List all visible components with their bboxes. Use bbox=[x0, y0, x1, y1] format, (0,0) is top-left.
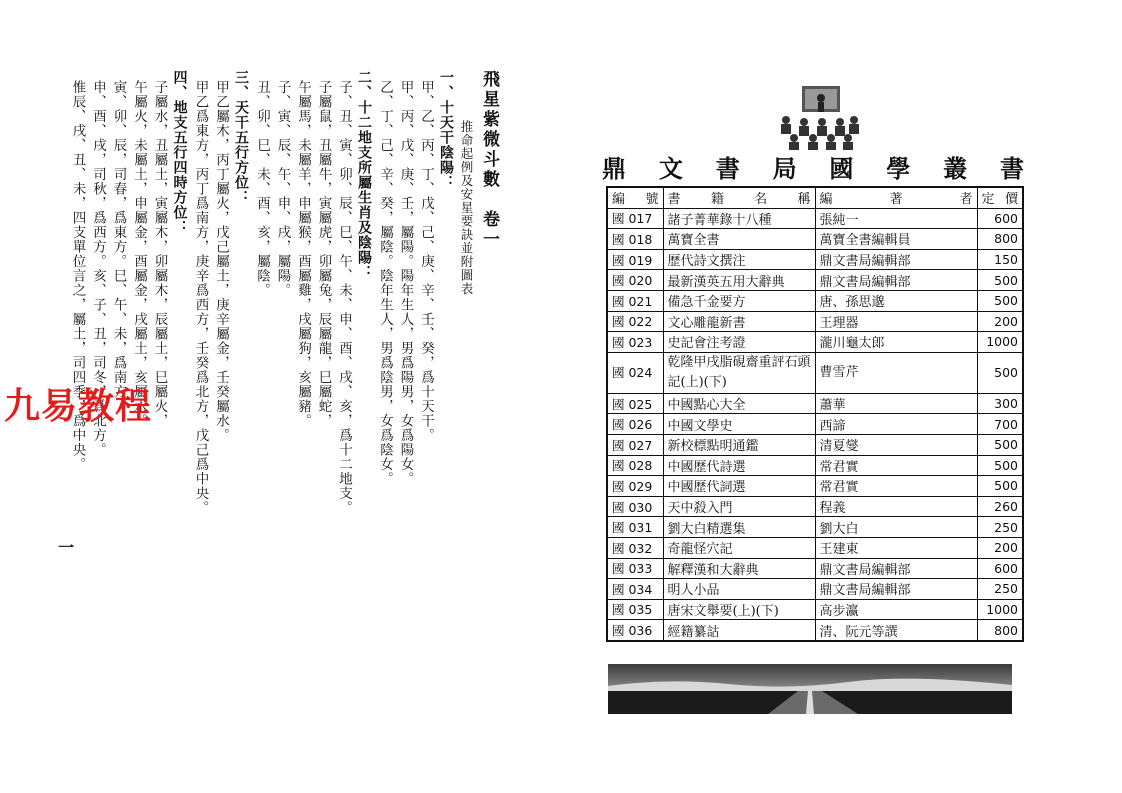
table-row bbox=[607, 290, 1023, 311]
text-column: 午屬火，未屬土，申屬金，酉屬金，戌屬土，亥屬水。 bbox=[131, 80, 147, 428]
cell-price: 1000 bbox=[977, 599, 1023, 620]
cell-price: 600 bbox=[977, 208, 1023, 229]
cell-title: 文心雕龍新書 bbox=[663, 311, 815, 332]
cell-price: 150 bbox=[977, 249, 1023, 270]
table-row bbox=[607, 311, 1023, 332]
cell-price: 500 bbox=[977, 455, 1023, 476]
watermark: 九易教程 bbox=[4, 386, 153, 427]
cell-price: 250 bbox=[977, 517, 1023, 538]
cell-title: 新校標點明通鑑 bbox=[663, 434, 815, 455]
table-row bbox=[607, 270, 1023, 291]
cell-price: 500 bbox=[977, 476, 1023, 497]
cell-title: 劉大白精選集 bbox=[663, 517, 815, 538]
landscape-image bbox=[608, 664, 1012, 714]
publisher-logo-icon bbox=[776, 86, 860, 150]
book-catalog-table bbox=[606, 186, 1024, 642]
table-row bbox=[607, 249, 1023, 270]
cell-price: 800 bbox=[977, 229, 1023, 250]
cell-code: 國 032 bbox=[607, 537, 663, 558]
cell-title: 唐宋文舉要(上)(下) bbox=[663, 599, 815, 620]
section-heading: 三、天干五行方位： bbox=[233, 70, 249, 205]
cell-price: 600 bbox=[977, 558, 1023, 579]
chapter-subtitle: 推命起例及安星要訣並附圖表 bbox=[459, 120, 474, 296]
cell-author: 西諦 bbox=[815, 414, 977, 435]
cell-title: 史記會注考證 bbox=[663, 332, 815, 353]
text-column: 子屬水，丑屬土，寅屬木，卯屬木，辰屬土，巳屬火， bbox=[151, 80, 168, 428]
cell-author: 鼎文書局編輯部 bbox=[815, 270, 977, 291]
cell-price: 300 bbox=[977, 393, 1023, 414]
cell-author: 鼎文書局編輯部 bbox=[815, 249, 977, 270]
cell-code: 國 036 bbox=[607, 620, 663, 641]
text-column: 乙、丁、己、辛、癸，屬陰。陰年生人，男爲陰男，女爲陰女。 bbox=[377, 80, 393, 486]
table-row bbox=[607, 517, 1023, 538]
header-code: 編號 bbox=[607, 187, 663, 208]
cell-author: 鼎文書局編輯部 bbox=[815, 558, 977, 579]
cell-title: 中國點心大全 bbox=[663, 393, 815, 414]
text-column: 甲乙屬木，丙丁屬火，戊己屬土，庚辛屬金，壬癸屬水。 bbox=[213, 80, 229, 443]
table-row bbox=[607, 599, 1023, 620]
cell-price: 500 bbox=[977, 270, 1023, 291]
cell-code: 國 021 bbox=[607, 290, 663, 311]
cell-title: 奇龍怪穴記 bbox=[663, 537, 815, 558]
page-number: 一 bbox=[58, 538, 75, 557]
cell-price: 500 bbox=[977, 290, 1023, 311]
right-page bbox=[600, 86, 1040, 726]
cell-title: 乾隆甲戌脂硯齋重評石頭記(上)(下) bbox=[663, 352, 815, 393]
cell-price: 800 bbox=[977, 620, 1023, 641]
cell-price: 260 bbox=[977, 496, 1023, 517]
text-column: 子、寅、辰、午、申、戌，屬陽。 bbox=[274, 80, 291, 298]
cell-price: 200 bbox=[977, 537, 1023, 558]
cell-code: 國 025 bbox=[607, 393, 663, 414]
table-row bbox=[607, 620, 1023, 641]
cell-code: 國 026 bbox=[607, 414, 663, 435]
cell-code: 國 028 bbox=[607, 455, 663, 476]
cell-code: 國 018 bbox=[607, 229, 663, 250]
cell-author: 王理器 bbox=[815, 311, 977, 332]
table-row bbox=[607, 476, 1023, 497]
cell-code: 國 023 bbox=[607, 332, 663, 353]
cell-author: 蕭華 bbox=[815, 393, 977, 414]
table-row bbox=[607, 352, 1023, 393]
cell-title: 中國文學史 bbox=[663, 414, 815, 435]
cell-author: 鼎文書局編輯部 bbox=[815, 579, 977, 600]
cell-code: 國 024 bbox=[607, 352, 663, 393]
cell-author: 高步瀛 bbox=[815, 599, 977, 620]
cell-price: 500 bbox=[977, 434, 1023, 455]
cell-author: 常君實 bbox=[815, 476, 977, 497]
cell-code: 國 019 bbox=[607, 249, 663, 270]
section-heading: 二、十二地支所屬生肖及陰陽： bbox=[356, 70, 372, 280]
text-column: 甲、乙、丙、丁、戊、己、庚、辛、壬、癸，爲十天干。 bbox=[418, 80, 434, 443]
cell-author: 清、阮元等譔 bbox=[815, 620, 977, 641]
header-title: 書籍名稱 bbox=[663, 187, 815, 208]
table-row bbox=[607, 558, 1023, 579]
cell-title: 備急千金要方 bbox=[663, 290, 815, 311]
cell-title: 最新漢英五用大辭典 bbox=[663, 270, 815, 291]
cell-title: 中國歷代詩選 bbox=[663, 455, 815, 476]
cell-author: 萬寶全書編輯員 bbox=[815, 229, 977, 250]
cell-title: 明人小品 bbox=[663, 579, 815, 600]
cell-title: 中國歷代詞選 bbox=[663, 476, 815, 497]
cell-code: 國 022 bbox=[607, 311, 663, 332]
cell-code: 國 027 bbox=[607, 434, 663, 455]
cell-code: 國 034 bbox=[607, 579, 663, 600]
cell-code: 國 030 bbox=[607, 496, 663, 517]
cell-price: 700 bbox=[977, 414, 1023, 435]
text-column: 寅、卯、辰，司春，爲東方。巳、午、未，爲南方。 bbox=[110, 80, 127, 414]
cell-price: 250 bbox=[977, 579, 1023, 600]
cell-author: 清夏燮 bbox=[815, 434, 977, 455]
cell-author: 瀧川龜太郎 bbox=[815, 332, 977, 353]
table-row bbox=[607, 537, 1023, 558]
cell-title: 歷代詩文撰注 bbox=[663, 249, 815, 270]
cell-author: 程義 bbox=[815, 496, 977, 517]
cell-code: 國 029 bbox=[607, 476, 663, 497]
cell-author: 張純一 bbox=[815, 208, 977, 229]
text-column: 甲乙爲東方，丙丁爲南方，庚辛爲西方，壬癸爲北方，戊己爲中央。 bbox=[192, 80, 209, 515]
left-page bbox=[40, 70, 510, 590]
table-row bbox=[607, 229, 1023, 250]
section-heading: 一、十天干陰陽： bbox=[438, 70, 454, 190]
header-price: 定價 bbox=[977, 187, 1023, 208]
cell-price: 1000 bbox=[977, 332, 1023, 353]
cell-code: 國 017 bbox=[607, 208, 663, 229]
series-title: 鼎文書局國學叢書 bbox=[602, 154, 1026, 183]
text-column: 申、酉、戌，司秋，爲西方。亥、子、丑，司冬，爲北方。 bbox=[90, 80, 106, 457]
table-row bbox=[607, 496, 1023, 517]
text-column: 子、丑、寅、卯、辰、巳、午、未、申、酉、戌、亥，爲十二地支。 bbox=[336, 80, 352, 515]
cell-price: 500 bbox=[977, 352, 1023, 393]
table-row bbox=[607, 208, 1023, 229]
cell-code: 國 031 bbox=[607, 517, 663, 538]
cell-price: 200 bbox=[977, 311, 1023, 332]
cell-author: 常君實 bbox=[815, 455, 977, 476]
cell-code: 國 035 bbox=[607, 599, 663, 620]
text-column: 子屬鼠，丑屬牛，寅屬虎，卯屬兔，辰屬龍，巳屬蛇， bbox=[315, 80, 332, 428]
table-row bbox=[607, 579, 1023, 600]
cell-author: 劉大白 bbox=[815, 517, 977, 538]
cell-title: 天中殺入門 bbox=[663, 496, 815, 517]
table-row bbox=[607, 393, 1023, 414]
cell-author: 唐、孫思邈 bbox=[815, 290, 977, 311]
text-column: 丑、卯、巳、未、酉、亥，屬陰。 bbox=[254, 80, 270, 298]
table-row bbox=[607, 434, 1023, 455]
text-column: 甲、丙、戊、庚、壬，屬陽。陽年生人，男爲陽男，女爲陽女。 bbox=[397, 80, 414, 486]
cell-title: 經籍纂詁 bbox=[663, 620, 815, 641]
text-column: 惟辰、戌、丑、未，四支單位言之，屬土，司四季，爲中央。 bbox=[69, 80, 86, 472]
table-row bbox=[607, 332, 1023, 353]
header-author: 編著者 bbox=[815, 187, 977, 208]
cell-author: 曹雪芹 bbox=[815, 352, 977, 393]
cell-title: 萬寶全書 bbox=[663, 229, 815, 250]
section-heading: 四、地支五行四時方位： bbox=[171, 70, 188, 235]
cell-author: 王建東 bbox=[815, 537, 977, 558]
table-row bbox=[607, 414, 1023, 435]
cell-title: 諸子菁華錄十八種 bbox=[663, 208, 815, 229]
cell-code: 國 033 bbox=[607, 558, 663, 579]
text-column: 午屬馬，未屬羊，申屬猴，酉屬雞，戌屬狗，亥屬豬。 bbox=[295, 80, 311, 428]
table-row bbox=[607, 455, 1023, 476]
chapter-title: 飛星紫微斗數 卷一 bbox=[479, 70, 499, 250]
cell-code: 國 020 bbox=[607, 270, 663, 291]
cell-title: 解釋漢和大辭典 bbox=[663, 558, 815, 579]
table-header-row bbox=[607, 187, 1023, 208]
